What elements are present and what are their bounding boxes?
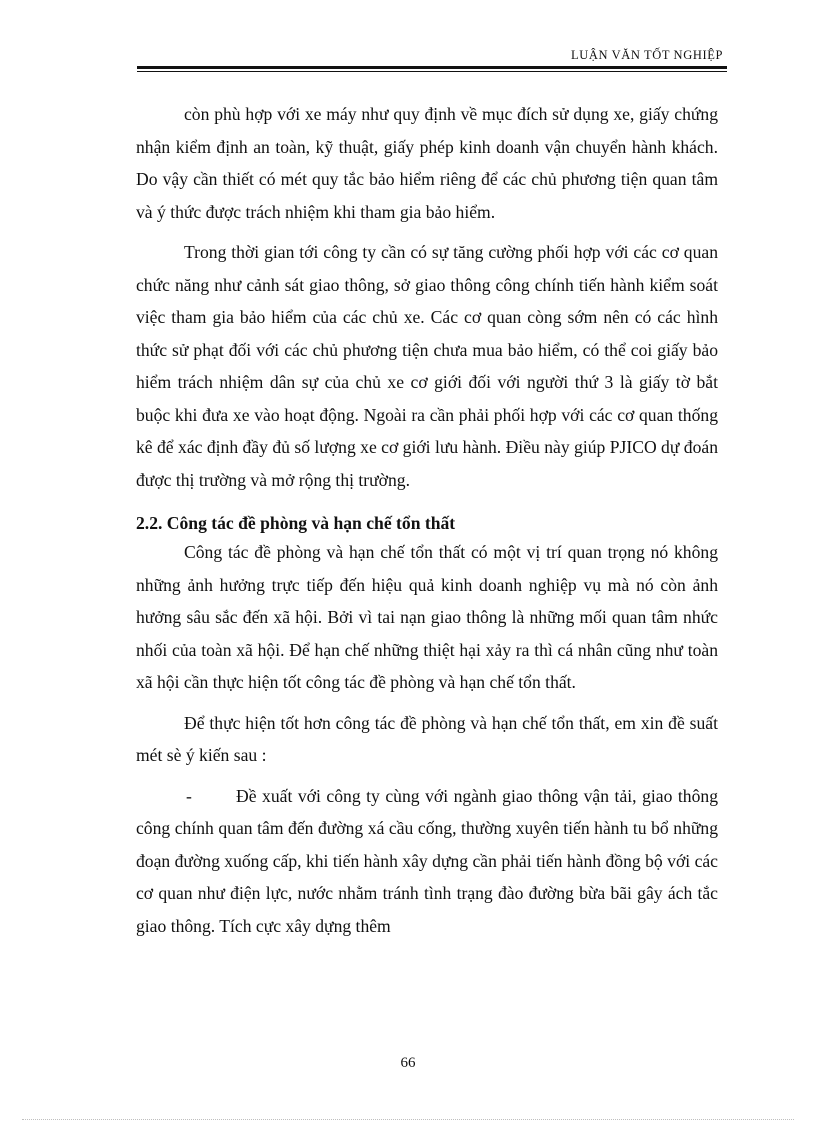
body-text [136, 98, 718, 942]
bullet-marker: - [186, 785, 192, 806]
paragraph: còn phù hợp với xe máy như quy định về mục đích sử dụng xe, giấy chứng nhận kiểm định an toàn, kỹ thuật, giấy phép kinh doanh vận chuyển hành khách. Do vậy cần thiết có mét quy tắc bảo hiểm riêng để các chủ phương tiện quan tâm và ý thức được trách nhiệm khi tham gia bảo hiểm. [136, 104, 718, 222]
header-title: LUẬN VĂN TỐT NGHIỆP [570, 48, 723, 62]
paragraph: Để thực hiện tốt hơn công tác đề phòng và hạn chế tổn thất, em xin đề suất mét sè ý kiến sau : [136, 712, 718, 765]
bullet-text: Đề xuất với công ty cùng với ngành giao thông vận tải, giao thông công chính quan tâm đến đường xá cầu cống, thường xuyên tiến hành tu bổ những đoạn đường xuống cấp, khi tiến hành xây dựng cần phải tiến hành đồng bộ với các cơ quan như điện lực, nước nhằm tránh tình trạng đào đường bừa bãi gây ách tắc giao thông. Tích cực xây dựng thêm [136, 785, 718, 936]
page-bottom-border [22, 1119, 794, 1120]
paragraph: Công tác đề phòng và hạn chế tổn thất có một vị trí quan trọng nó không những ảnh hưởng trực tiếp đến hiệu quả kinh doanh nghiệp vụ mà nó còn ảnh hưởng sâu sắc đến xã hội. Bởi vì tai nạn giao thông là những mối quan tâm nhức nhối của toàn xã hội. Để hạn chế những thiệt hại xảy ra thì cá nhân cũng như toàn xã hội cần thực hiện tốt công tác đề phòng và hạn chế tổn thất. [136, 542, 718, 692]
paragraph: Trong thời gian tới công ty cần có sự tăng cường phối hợp với các cơ quan chức năng như cảnh sát giao thông, sở giao thông công chính tiến hành kiểm soát việc tham gia bảo hiểm của các chủ xe. Các cơ quan còng sớm nên có các hình thức sử phạt đối với các chủ phương tiện chưa mua bảo hiểm, có thể coi giấy bảo hiểm trách nhiệm dân sự của chủ xe cơ giới đối với người thứ 3 là giấy tờ bắt buộc khi đưa xe vào hoạt động. Ngoài ra cần phải phối hợp với các cơ quan thống kê để xác định đầy đủ số lượng xe cơ giới lưu hành. Điều này giúp PJICO dự đoán được thị trường và mở rộng thị trường. [136, 242, 718, 490]
section-heading: 2.2. Công tác đề phòng và hạn chế tổn thất [136, 513, 456, 533]
page-header [137, 46, 727, 72]
page-number: 66 [400, 1055, 416, 1071]
header-rule-thin [137, 71, 727, 72]
header-rule-thick [137, 66, 727, 69]
bullet-item [136, 780, 718, 943]
